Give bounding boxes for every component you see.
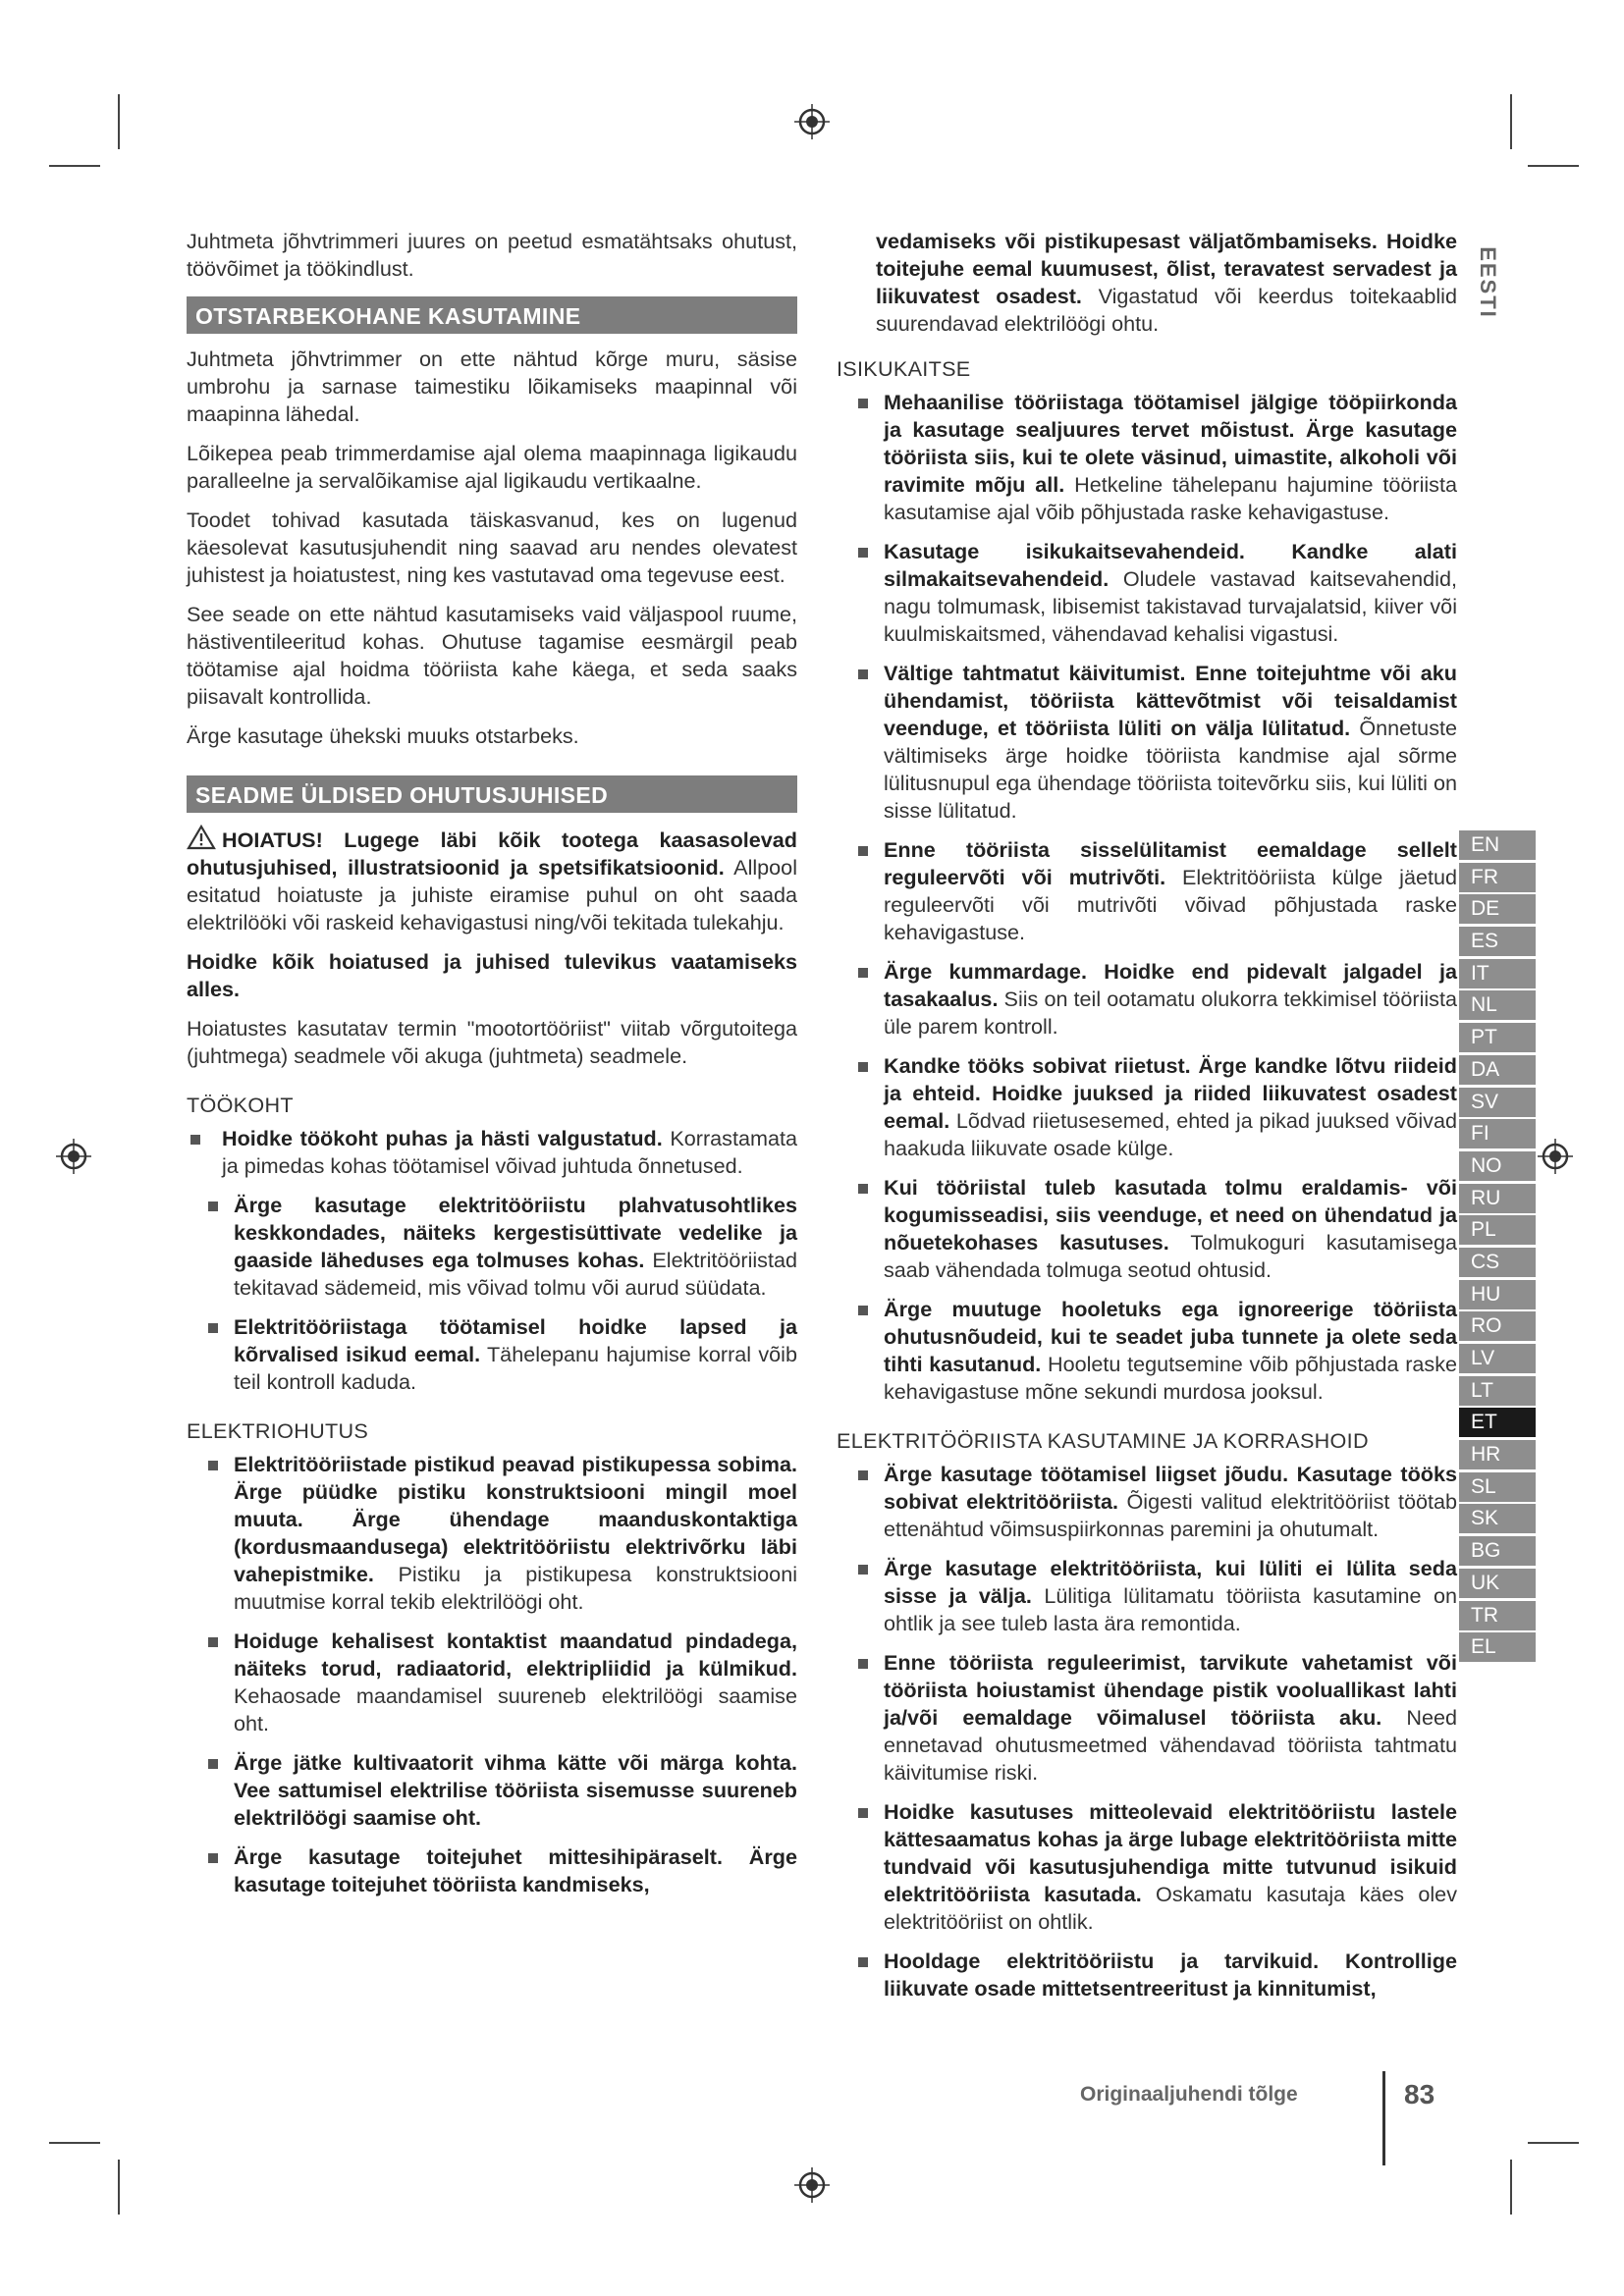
language-tab-bg[interactable]: BG — [1459, 1536, 1536, 1566]
paragraph: Juhtmeta jõhvtrimmer on ette nähtud kõrge muru, säsise umbrohu ja sarnase taimestiku lõikamiseks maapinnal või maapinna lähedal. — [187, 347, 797, 426]
language-tab — [1473, 234, 1502, 332]
crop-mark — [49, 2142, 100, 2144]
language-tab-hr[interactable]: HR — [1459, 1440, 1536, 1469]
list-item — [187, 1451, 797, 1616]
item-text: Kehaosade maandamisel suureneb elektrilöögi saamise oht. — [234, 1683, 797, 1735]
list-item — [187, 1628, 797, 1737]
item-bold: Ärge kummardage. Hoidke end pidevalt jalgadel ja tasakaalus. — [884, 959, 1457, 1011]
paragraph: Lõikepea peab trimmerdamise ajal olema maapinnaga ligikaudu paralleelne ja servalõikamise ajal ligikaudu vertikaalne. — [187, 441, 797, 493]
paragraph: See seade on ette nähtud kasutamiseks vaid väljaspool ruume, hästiventileeritud kohas. Ohutuse tagamise eesmärgil peab töötamise ajal hoidma tööriista kahe käega, et seda saaks piisavalt kontrollida. — [187, 602, 797, 709]
item-bold: vedamiseks või pistikupesast väljatõmbamiseks. Hoidke toitejuhe eemal kuumusest, õlist, teravatest servadest ja liikuvatest osadest. — [876, 229, 1457, 308]
language-tab-hu[interactable]: HU — [1459, 1280, 1536, 1309]
footer-divider — [1382, 2071, 1385, 2165]
language-index — [1459, 830, 1536, 1665]
language-tab-pl[interactable]: PL — [1459, 1215, 1536, 1245]
list-item — [837, 1052, 1457, 1162]
language-tab-fr[interactable]: FR — [1459, 863, 1536, 892]
crop-mark — [1510, 94, 1512, 149]
registration-mark-icon — [792, 2165, 832, 2205]
crop-mark — [1528, 165, 1579, 167]
list-item — [837, 1296, 1457, 1406]
language-tab-uk[interactable]: UK — [1459, 1569, 1536, 1598]
item-text: Oludele vastavad kaitsevahendid, nagu tolmumask, libisemist takistavad turvajalatsid, kiiver või kuulmiskaitsmed, vähendavad kehalisi vigastusi. — [884, 566, 1457, 646]
section-heading-intended-use: OTSTARBEKOHANE KASUTAMINE — [187, 296, 797, 334]
language-tab-pt[interactable]: PT — [1459, 1023, 1536, 1052]
language-tab-label: EESTI — [1476, 246, 1500, 319]
item-text: Korrastamata ja pimedas kohas töötamisel võivad juhtuda õnnetused. — [222, 1126, 797, 1178]
warning-bold: HOIATUS! Lugege läbi kõik tootega kaasasolevad ohutusjuhised, illustratsioonid ja spetsifikatsioonid. — [187, 828, 797, 880]
registration-mark-icon — [1536, 1137, 1575, 1176]
language-tab-ru[interactable]: RU — [1459, 1184, 1536, 1213]
crop-mark — [118, 2160, 120, 2215]
language-tab-sv[interactable]: SV — [1459, 1088, 1536, 1117]
list-item — [187, 1749, 797, 1832]
item-text: Hetkeline tähelepanu hajumine tööriista kasutamise ajal võib põhjustada raske kehavigastuse. — [884, 472, 1457, 524]
language-tab-nl[interactable]: NL — [1459, 990, 1536, 1020]
item-text: Õigesti valitud elektritööriist töötab ettenähtud võimsuspiirkonnas paremini ja ohutumalt. — [884, 1489, 1457, 1541]
intro-paragraph: Juhtmeta jõhvtrimmeri juures on peetud esmatähtsaks ohutust, töövõimet ja töökindlust. — [187, 229, 797, 281]
item-bold: Vältige tahtmatut käivitumist. Enne toitejuhtme või aku ühendamist, tööriista kättevõtmist või teisaldamist veenduge, et tööriista lüliti on välja lülitatud. — [884, 661, 1457, 740]
item-text: Tolmukoguri kasutamisega saab vähendada tolmuga seotud ohtusid. — [884, 1230, 1457, 1282]
crop-mark — [49, 165, 100, 167]
warning-triangle-icon — [187, 825, 216, 850]
language-tab-de[interactable]: DE — [1459, 894, 1536, 924]
language-tab-et[interactable]: ET — [1459, 1408, 1536, 1437]
subheading-tool-use-and-care: ELEKTRITÖÖRIISTA KASUTAMINE JA KORRASHOID — [837, 1428, 1369, 1453]
item-text: Hooletu tegutsemine võib põhjustada raske kehavigastuse mõne sekundi murdosa jooksul. — [884, 1352, 1458, 1404]
crop-mark — [118, 94, 120, 149]
language-tab-sl[interactable]: SL — [1459, 1472, 1536, 1502]
language-tab-cs[interactable]: CS — [1459, 1248, 1536, 1277]
electrical-safety-list — [187, 1451, 797, 1898]
item-bold: Ärge kasutage elektritööriista, kui lüliti ei lülita seda sisse ja välja. — [884, 1556, 1457, 1608]
left-column — [187, 228, 797, 1910]
item-bold: Ärge muutuge hooletuks ega ignoreerige tööriista ohutusnõudeid, kui te seadet juba tunnete ja olete seda tihti kasutanud. — [884, 1297, 1457, 1376]
item-text: Õnnetuste vältimiseks ärge hoidke tööriista kandmise ajal sõrme lülitusnupul ega ühendage tööriista toitevõrku siis, kui lüliti on sisse lülitatud. — [884, 716, 1457, 823]
warning-text: Allpool esitatud hoiatuste ja juhiste eiramise puhul on oht saada elektrilööki või raskeid kehavigastusi ning/või tekitada tulekahju. — [187, 855, 797, 934]
item-bold: Ärge kasutage toitejuhet mittesihipäraselt. Ärge kasutage toitejuhet tööriista kandmiseks, — [234, 1844, 797, 1896]
language-tab-sk[interactable]: SK — [1459, 1504, 1536, 1533]
item-bold: Enne tööriista reguleerimist, tarvikute vahetamist või tööriista hoiustamist ühendage pistik vooluallikast lahti ja/või eemaldage võimalusel tööriista aku. — [884, 1650, 1457, 1730]
paragraph: Ärge kasutage ühekski muuks otstarbeks. — [187, 723, 579, 748]
workplace-list — [187, 1125, 797, 1180]
item-bold: Enne tööriista sisselülitamist eemaldage sellelt reguleervõti või mutrivõti. — [884, 837, 1457, 889]
language-tab-lt[interactable]: LT — [1459, 1376, 1536, 1406]
language-tab-es[interactable]: ES — [1459, 927, 1536, 956]
item-text: Lülitiga lülitamatu tööriista kasutamine on ohtlik ja see tuleb lasta ära remontida. — [884, 1583, 1457, 1635]
subheading-workplace: TÖÖKOHT — [187, 1093, 294, 1117]
language-tab-da[interactable]: DA — [1459, 1055, 1536, 1085]
item-bold: Kui tööriistal tuleb kasutada tolmu eraldamis- või kogumisseadisi, siis veenduge, et need on ühendatud ja nõuetekohases kasutuses. — [884, 1175, 1457, 1255]
item-bold: Elektritööriistaga töötamisel hoidke lapsed ja kõrvalised isikud eemal. — [234, 1314, 797, 1366]
page-number: 83 — [1404, 2079, 1435, 2109]
item-bold: Ärge kasutage elektritööriistu plahvatusohtlikes keskkondades, näiteks kergestisüttivate vedelike ja gaaside läheduses ega tolmuses kohas. — [234, 1193, 797, 1272]
item-text: Lõdvad riietusesemed, ehted ja pikad juuksed võivad haakuda liikuvate osade külge. — [884, 1108, 1457, 1160]
item-bold: Kandke tööks sobivat riietust. Ärge kandke lõtvu riideid ja ehteid. Hoidke juuksed ja riided liikuvatest osadest eemal. — [884, 1053, 1457, 1133]
term-note: Hoiatustes kasutatav termin "mootortööriist" viitab võrgutoitega (juhtmega) seadmele või akuga (juhtmeta) seadmele. — [187, 1016, 797, 1068]
item-text: Vigastatud või keerdus toitekaablid suurendavad elektrilöögi ohtu. — [876, 284, 1457, 336]
language-tab-lv[interactable]: LV — [1459, 1344, 1536, 1373]
warning-paragraph — [187, 825, 797, 936]
list-item — [837, 660, 1457, 825]
item-bold: Hoiduge kehalisest kontaktist maandatud pindadega, näiteks torud, radiaatorid, elektripliidid ja külmikud. — [234, 1629, 797, 1681]
crop-mark — [1528, 2142, 1579, 2144]
item-text: Elektritööriistad tekitavad sädemeid, mis võivad tolmu või aurud süüdata. — [234, 1248, 797, 1300]
tool-use-list — [837, 1461, 1457, 2002]
language-tab-fi[interactable]: FI — [1459, 1119, 1536, 1148]
language-tab-el[interactable]: EL — [1459, 1632, 1536, 1662]
subheading-electrical-safety: ELEKTRIOHUTUS — [187, 1418, 369, 1443]
crop-mark — [1510, 2160, 1512, 2215]
item-bold: Kasutage isikukaitsevahendeid. Kandke alati silmakaitsevahendeid. — [884, 539, 1457, 591]
list-item — [187, 1843, 797, 1898]
item-text: Oskamatu kasutaja käes olev elektritööriist on ohtlik. — [884, 1882, 1457, 1934]
workplace-list-indented — [187, 1192, 797, 1396]
item-text: Siis on teil ootamatu olukorra tekkimisel tööriista üle parem kontroll. — [884, 987, 1457, 1039]
list-item — [837, 1798, 1457, 1936]
list-item — [837, 836, 1457, 946]
list-item — [837, 538, 1457, 648]
paragraph: Toodet tohivad kasutada täiskasvanud, kes on lugenud käesolevat kasutusjuhendit ning saavad aru nendes olevatest juhistest ja hoiatustest, ning kes vastutavad oma tegevuse eest. — [187, 507, 797, 587]
item-bold: Elektritööriistade pistikud peavad pistikupessa sobima. Ärge püüdke pistiku konstruktsiooni mingil moel muuta. Ärge ühendage maanduskontaktiga (kordusmaandusega) elektritööriistu elektrivõrku läbi vahepistmike. — [234, 1452, 797, 1586]
continued-paragraph — [837, 228, 1457, 338]
item-bold: Ärge jätke kultivaatorit vihma kätte või märga kohta. Vee sattumisel elektrilise tööriista sisemusse suureneb elektrilöögi saamise oht. — [234, 1750, 797, 1830]
registration-mark-icon — [792, 102, 832, 141]
list-item — [837, 1649, 1457, 1787]
language-tab-en[interactable]: EN — [1459, 830, 1536, 860]
language-tab-tr[interactable]: TR — [1459, 1601, 1536, 1630]
section-heading-general-safety: SEADME ÜLDISED OHUTUSJUHISED — [187, 775, 797, 813]
language-tab-it[interactable]: IT — [1459, 959, 1536, 988]
list-item — [837, 1461, 1457, 1543]
keep-instructions-note: Hoidke kõik hoiatused ja juhised tulevikus vaatamiseks alles. — [187, 949, 797, 1001]
language-tab-no[interactable]: NO — [1459, 1151, 1536, 1181]
item-text: Tähelepanu hajumise korral võib teil kontroll kaduda. — [234, 1342, 797, 1394]
list-item — [187, 1192, 797, 1302]
item-bold: Hoidke töökoht puhas ja hästi valgustatud. — [222, 1126, 663, 1150]
registration-mark-icon — [54, 1137, 93, 1176]
item-bold: Hoidke kasutuses mitteolevaid elektritööriistu lastele kättesaamatus kohas ja ärge lubage elektritööriista mitte tundvaid või kasutusjuhendiga mitte tutvunud isikuid elektritööriista kasutada. — [884, 1799, 1457, 1906]
item-bold: Hooldage elektritööriistu ja tarvikuid. Kontrollige liikuvate osade mittetsentreeritust ja kinnitumist, — [884, 1949, 1457, 2001]
item-bold: Mehaanilise tööriistaga töötamisel jälgige tööpiirkonda ja kasutage sealjuures tervet mõistust. Ärge kasutage tööriista siis, kui te olete väsinud, uimastite, alkoholi või ravimite mõju all. — [884, 390, 1457, 497]
personal-safety-list — [837, 389, 1457, 1406]
list-item — [837, 1555, 1457, 1637]
right-column — [837, 228, 1457, 2014]
item-bold: Ärge kasutage töötamisel liigset jõudu. Kasutage tööks sobivat elektritööriista. — [884, 1462, 1457, 1514]
list-item — [837, 1174, 1457, 1284]
item-text: Elektritööriista külge jäetud reguleervõti või mutrivõti võivad põhjustada raske kehavigastuse. — [884, 865, 1457, 944]
item-text: Need ennetavad ohutusmeetmed vähendavad tööriista tahtmatu käivitumise riski. — [884, 1705, 1458, 1785]
list-item — [837, 958, 1457, 1041]
list-item — [837, 1948, 1457, 2002]
footer-note: Originaaljuhendi tõlge — [1080, 2083, 1298, 2106]
list-item — [187, 1125, 797, 1180]
subheading-personal-safety: ISIKUKAITSE — [837, 356, 971, 381]
language-tab-ro[interactable]: RO — [1459, 1311, 1536, 1341]
item-text: Pistiku ja pistikupesa konstruktsiooni muutmise korral tekib elektrilöögi oht. — [234, 1562, 797, 1614]
list-item — [837, 389, 1457, 526]
list-item — [187, 1313, 797, 1396]
